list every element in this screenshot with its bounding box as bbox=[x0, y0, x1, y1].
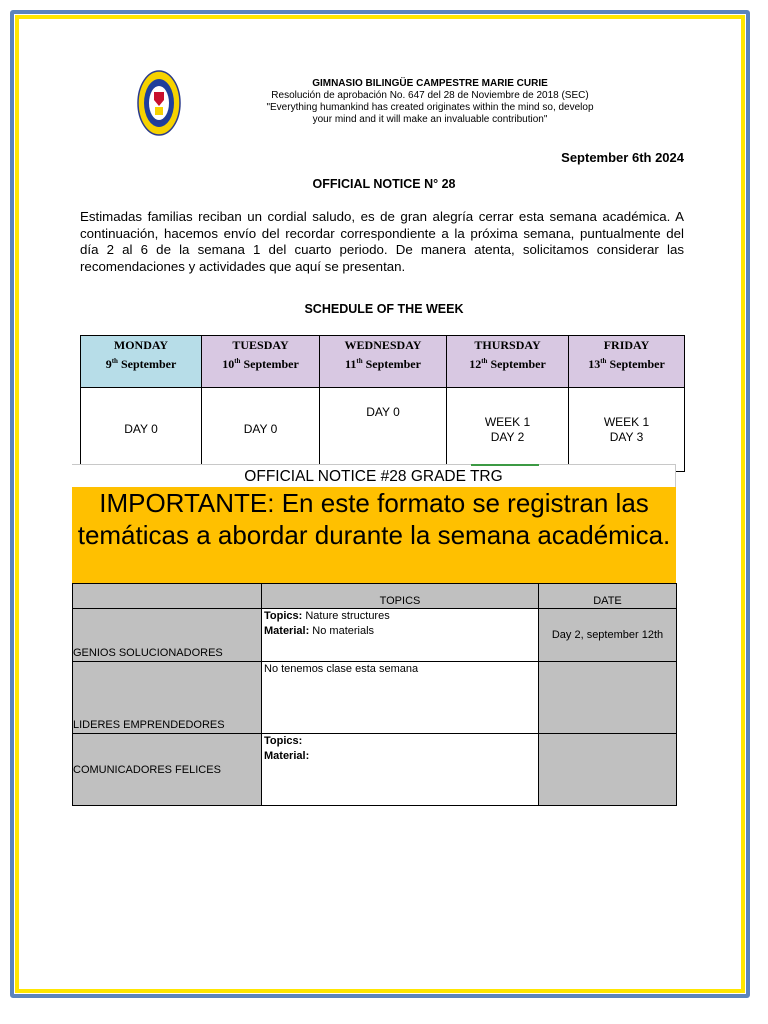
topics-cell: Topics: Material: bbox=[262, 734, 539, 806]
day-date: 10th September bbox=[222, 357, 299, 371]
day-name: FRIDAY bbox=[603, 338, 650, 352]
school-logo bbox=[137, 70, 181, 136]
group-name: GENIOS SOLUCIONADORES bbox=[73, 609, 262, 662]
day-date: 9th September bbox=[105, 357, 177, 371]
day-date: 11th September bbox=[345, 357, 421, 371]
date-cell: Day 2, september 12th bbox=[539, 609, 677, 662]
schedule-day-thursday bbox=[447, 336, 569, 388]
topics-row bbox=[73, 609, 677, 662]
date-cell bbox=[539, 662, 677, 734]
schedule-body-row bbox=[81, 388, 685, 472]
day-date: 12th September bbox=[469, 357, 546, 371]
topics-header: TOPICS bbox=[262, 584, 539, 609]
topics-row bbox=[73, 662, 677, 734]
day-name: TUESDAY bbox=[232, 338, 289, 352]
intro-paragraph: Estimadas familias reciban un cordial saludo, es de gran alegría cerrar esta semana académica. A continuación, hacemos envío del recordar correspondiente a la próxima semana, puntualmente del día 2 al 6 de la semana 1 del cuarto periodo. De manera atenta, solicitamos considerar las recomendaciones y actividades que aquí se presentan. bbox=[80, 209, 684, 274]
day-date: 13th September bbox=[588, 357, 665, 371]
topics-cell: Topics: Nature structures Material: No materials bbox=[262, 609, 539, 662]
schedule-cell: WEEK 1 DAY 3 bbox=[569, 388, 685, 472]
schedule-header-row bbox=[81, 336, 685, 388]
schedule-cell: DAY 0 bbox=[320, 388, 447, 472]
green-accent-line bbox=[471, 464, 539, 466]
day-name: MONDAY bbox=[113, 338, 169, 352]
schedule-cell: WEEK 1 DAY 2 bbox=[447, 388, 569, 472]
day-name: THURSDAY bbox=[474, 338, 541, 352]
group-header bbox=[73, 584, 262, 609]
day-name: WEDNESDAY bbox=[344, 338, 422, 352]
notice-date: September 6th 2024 bbox=[561, 150, 684, 165]
topics-row bbox=[73, 734, 677, 806]
schedule-day-tuesday bbox=[202, 336, 320, 388]
school-header bbox=[220, 78, 640, 126]
schedule-title: SCHEDULE OF THE WEEK bbox=[304, 302, 464, 316]
schedule-table bbox=[80, 335, 685, 472]
date-cell bbox=[539, 734, 677, 806]
date-header: DATE bbox=[539, 584, 677, 609]
topics-cell: No tenemos clase esta semana bbox=[262, 662, 539, 734]
motto-line-2: your mind and it will make an invaluable contribution" bbox=[312, 114, 548, 125]
notice-title: OFFICIAL NOTICE N° 28 bbox=[312, 177, 456, 191]
motto-line-1: "Everything humankind has created originates within the mind so, develop bbox=[266, 102, 594, 113]
resolution-line: Resolución de aprobación No. 647 del 28 de Noviembre de 2018 (SEC) bbox=[271, 90, 589, 101]
grade-notice bbox=[72, 464, 676, 806]
schedule-cell: DAY 0 bbox=[81, 388, 202, 472]
schedule-day-monday bbox=[81, 336, 202, 388]
topics-header-row bbox=[73, 584, 677, 609]
grade-notice-title: OFFICIAL NOTICE #28 GRADE TRG bbox=[72, 464, 676, 487]
schedule-day-friday bbox=[569, 336, 685, 388]
importante-banner: IMPORTANTE: En este formato se registran las temáticas a abordar durante la semana académica. bbox=[72, 487, 676, 583]
schedule-cell: DAY 0 bbox=[202, 388, 320, 472]
school-name: GIMNASIO BILINGÜE CAMPESTRE MARIE CURIE bbox=[312, 78, 548, 89]
group-name: COMUNICADORES FELICES bbox=[73, 734, 262, 806]
schedule-day-wednesday bbox=[320, 336, 447, 388]
topics-table bbox=[72, 583, 677, 806]
group-name: LIDERES EMPRENDEDORES bbox=[73, 662, 262, 734]
